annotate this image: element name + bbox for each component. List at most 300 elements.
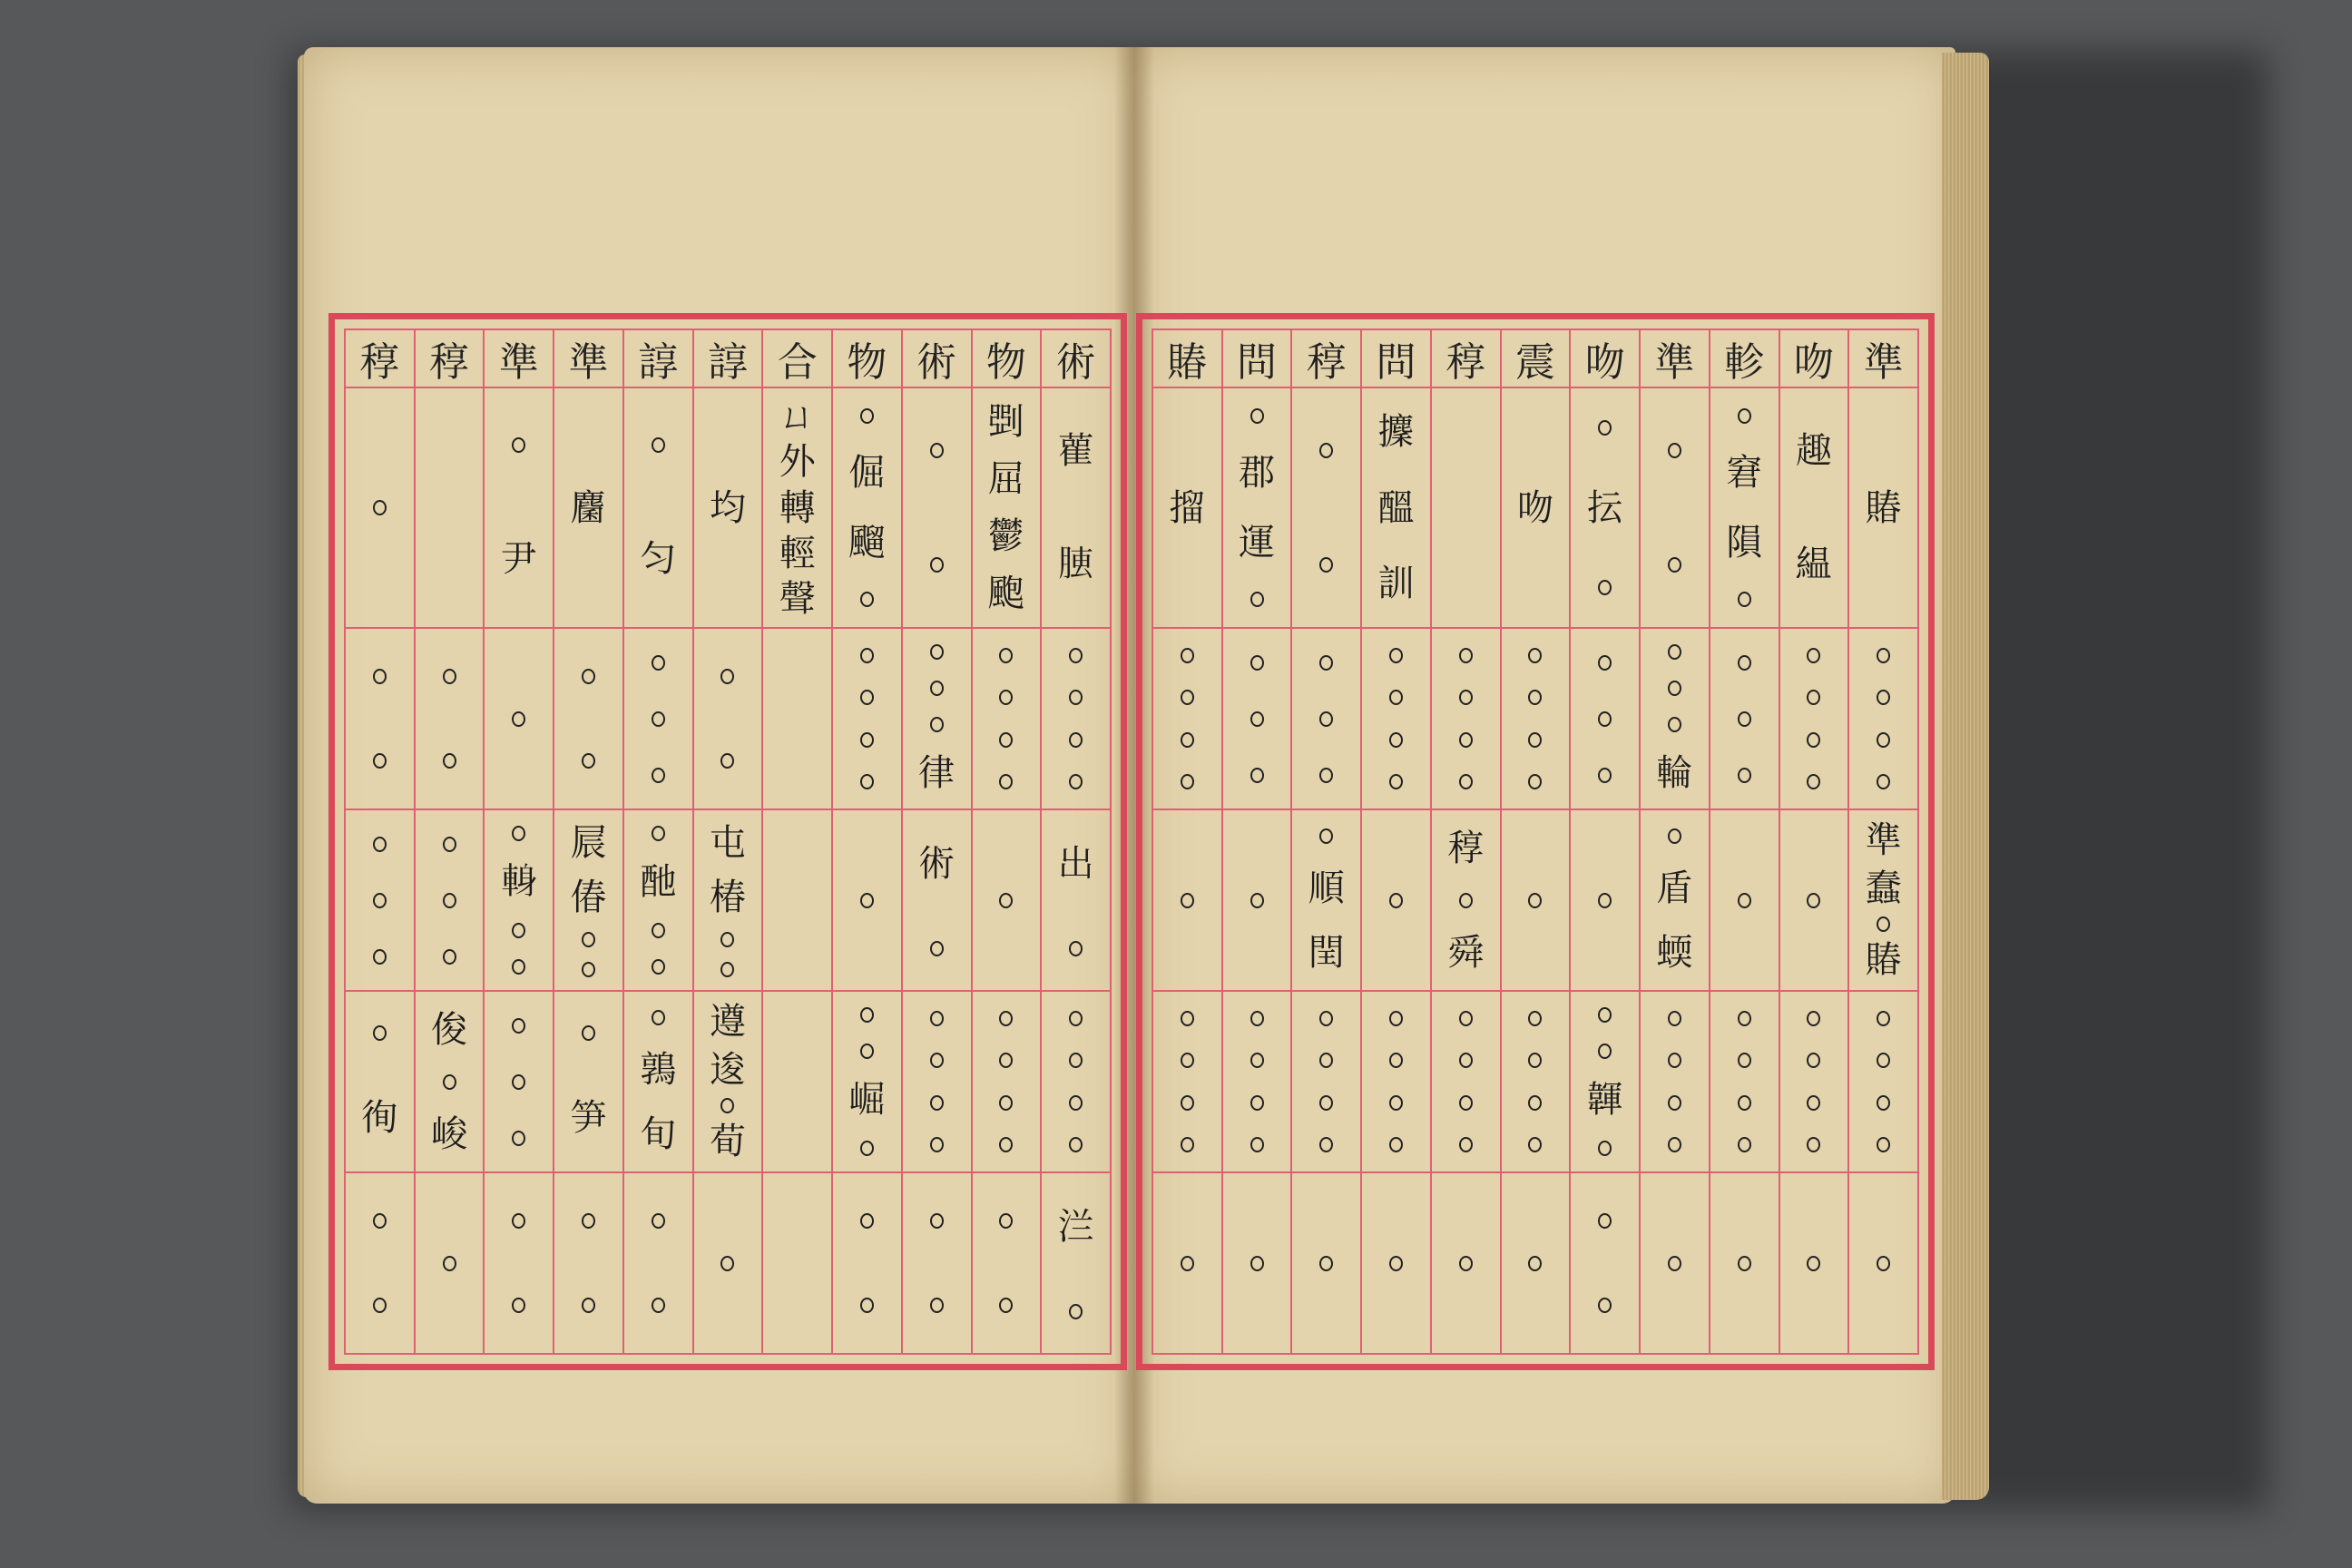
character-entry: 準: [1865, 818, 1902, 861]
empty-circle-mark: [860, 1007, 874, 1023]
empty-circle-mark: [1319, 1256, 1333, 1271]
empty-circle-mark: [1069, 1053, 1083, 1068]
empty-circle-mark: [1069, 774, 1083, 789]
empty-circle-mark: [1738, 1011, 1751, 1026]
empty-circle-mark: [1668, 1011, 1681, 1026]
table-column: [553, 330, 622, 1353]
empty-circle-mark: [1738, 1256, 1751, 1271]
column-rhyme-header: 稕: [416, 330, 484, 388]
character-entry: 吻: [1516, 486, 1553, 529]
character-entry: 韗: [1586, 1078, 1623, 1121]
table-cell: [1710, 388, 1779, 629]
table-cell: [973, 992, 1041, 1173]
empty-circle-mark: [373, 1025, 387, 1041]
empty-circle-mark: [1598, 1141, 1612, 1156]
empty-circle-mark: [512, 437, 525, 453]
empty-circle-mark: [1389, 1137, 1403, 1152]
empty-circle-mark: [930, 557, 944, 573]
column-rhyme-header: 軫: [1710, 330, 1779, 388]
empty-circle-mark: [999, 1011, 1013, 1026]
column-rhyme-header: 術: [903, 330, 971, 388]
empty-circle-mark: [652, 923, 665, 938]
empty-circle-mark: [999, 1213, 1013, 1229]
empty-circle-mark: [1181, 648, 1194, 663]
empty-circle-mark: [1181, 1011, 1194, 1026]
empty-circle-mark: [1181, 893, 1194, 908]
character-entry: 尹: [500, 537, 537, 580]
character-entry: 𦝏: [1057, 544, 1094, 586]
table-cell: [1362, 388, 1430, 629]
character-entry: 賰: [1865, 486, 1902, 529]
table-cell: [1849, 629, 1917, 810]
empty-circle-mark: [930, 1137, 944, 1152]
table-cell: [624, 810, 692, 992]
empty-circle-mark: [930, 443, 944, 458]
empty-circle-mark: [999, 1095, 1013, 1111]
table-cell: [1849, 388, 1917, 629]
empty-circle-mark: [1668, 443, 1681, 458]
empty-circle-mark: [1877, 1053, 1890, 1068]
character-entry: 𨌈: [500, 861, 537, 904]
table-column: [901, 330, 971, 1353]
table-cell: [973, 629, 1041, 810]
table-cell: [1502, 810, 1570, 992]
empty-circle-mark: [1459, 1137, 1473, 1152]
character-entry: 峻: [431, 1112, 468, 1155]
empty-circle-mark: [582, 1025, 595, 1041]
empty-circle-mark: [512, 711, 525, 727]
table-cell: [763, 810, 831, 992]
table-cell: [1042, 992, 1110, 1173]
empty-circle-mark: [1528, 893, 1542, 908]
empty-circle-mark: [930, 644, 944, 660]
empty-circle-mark: [652, 1010, 665, 1025]
table-cell: [624, 629, 692, 810]
table-column: [761, 330, 831, 1353]
character-entry: 蠢: [1865, 867, 1902, 909]
empty-circle-mark: [443, 753, 456, 769]
empty-circle-mark: [1069, 1304, 1083, 1319]
table-cell: [624, 992, 692, 1173]
character-entry: 舜: [1447, 931, 1485, 974]
empty-circle-mark: [1877, 774, 1890, 789]
table-cell: [1780, 992, 1848, 1173]
empty-circle-mark: [999, 774, 1013, 789]
table-cell: [554, 388, 622, 629]
empty-circle-mark: [1738, 1053, 1751, 1068]
empty-circle-mark: [1459, 1053, 1473, 1068]
column-rhyme-header: 合: [763, 330, 831, 388]
empty-circle-mark: [582, 753, 595, 769]
table-column: [831, 330, 901, 1353]
empty-circle-mark: [1598, 1007, 1612, 1023]
empty-circle-mark: [999, 893, 1013, 908]
table-cell: [346, 810, 414, 992]
table-cell: [1849, 1173, 1917, 1353]
empty-circle-mark: [1459, 774, 1473, 789]
character-entry: 緼: [1795, 544, 1832, 586]
table-cell: [973, 810, 1041, 992]
empty-circle-mark: [999, 690, 1013, 705]
character-entry: 屒: [570, 822, 607, 865]
character-entry: 俊: [431, 1008, 468, 1051]
empty-circle-mark: [1389, 648, 1403, 663]
empty-circle-mark: [373, 837, 387, 852]
empty-circle-mark: [1668, 557, 1681, 573]
empty-circle-mark: [1069, 1095, 1083, 1111]
table-cell: [485, 629, 553, 810]
character-entry: 訓: [1377, 563, 1415, 605]
table-cell: [416, 810, 484, 992]
empty-circle-mark: [720, 962, 734, 977]
empty-circle-mark: [1528, 1053, 1542, 1068]
empty-circle-mark: [1389, 690, 1403, 705]
column-rhyme-header: 賰: [1153, 330, 1221, 388]
empty-circle-mark: [1069, 732, 1083, 748]
empty-circle-mark: [1668, 828, 1681, 844]
character-entry: 雚: [1057, 429, 1094, 472]
empty-circle-mark: [652, 437, 665, 453]
empty-circle-mark: [1528, 690, 1542, 705]
empty-circle-mark: [443, 949, 456, 965]
character-entry: 均: [709, 486, 746, 529]
empty-circle-mark: [1250, 893, 1264, 908]
table-cell: [1432, 629, 1500, 810]
empty-circle-mark: [1389, 1053, 1403, 1068]
table-cell: [1502, 992, 1570, 1173]
empty-circle-mark: [582, 962, 595, 977]
table-column: [1709, 330, 1779, 1353]
character-entry: 偆: [570, 877, 607, 919]
empty-circle-mark: [860, 893, 874, 908]
empty-circle-mark: [1528, 1095, 1542, 1111]
empty-circle-mark: [930, 717, 944, 732]
empty-circle-mark: [1877, 1137, 1890, 1152]
empty-circle-mark: [1598, 893, 1612, 908]
table-cell: [763, 629, 831, 810]
empty-circle-mark: [1598, 580, 1612, 595]
table-cell: [763, 1173, 831, 1353]
table-cell: [416, 388, 484, 629]
empty-circle-mark: [860, 592, 874, 607]
table-column: [971, 330, 1041, 1353]
table-column: [1153, 330, 1221, 1353]
character-entry: 荀: [709, 1121, 746, 1163]
table-cell: [1780, 388, 1848, 629]
empty-circle-mark: [1598, 1213, 1612, 1229]
table-cell: [1571, 1173, 1639, 1353]
empty-circle-mark: [1459, 1095, 1473, 1111]
empty-circle-mark: [1069, 1011, 1083, 1026]
column-rhyme-header: 準: [554, 330, 622, 388]
empty-circle-mark: [930, 1095, 944, 1111]
empty-circle-mark: [1668, 1256, 1681, 1271]
empty-circle-mark: [1069, 941, 1083, 956]
character-entry: 颮: [987, 572, 1024, 614]
empty-circle-mark: [652, 959, 665, 975]
empty-circle-mark: [1528, 1137, 1542, 1152]
column-rhyme-header: 準: [1849, 330, 1917, 388]
table-cell: [485, 810, 553, 992]
empty-circle-mark: [1069, 690, 1083, 705]
empty-circle-mark: [1807, 690, 1820, 705]
empty-circle-mark: [930, 1053, 944, 1068]
table-cell: [346, 1173, 414, 1353]
empty-circle-mark: [1877, 1256, 1890, 1271]
table-cell: [1153, 1173, 1221, 1353]
column-rhyme-header: 物: [973, 330, 1041, 388]
table-cell: [346, 629, 414, 810]
table-cell: [763, 992, 831, 1173]
empty-circle-mark: [1319, 655, 1333, 671]
empty-circle-mark: [860, 1298, 874, 1313]
column-rhyme-header: 稕: [1292, 330, 1360, 388]
character-entry: 鶉: [640, 1048, 677, 1091]
character-entry: 窘: [1726, 452, 1763, 495]
empty-circle-mark: [1459, 1011, 1473, 1026]
empty-circle-mark: [860, 1213, 874, 1229]
empty-circle-mark: [1389, 774, 1403, 789]
empty-circle-mark: [1738, 1095, 1751, 1111]
character-entry: 崛: [848, 1078, 886, 1121]
empty-circle-mark: [1319, 1095, 1333, 1111]
table-column: [1221, 330, 1291, 1353]
table-cell: [1780, 1173, 1848, 1353]
character-entry: 外: [779, 441, 816, 484]
table-cell: [694, 1173, 762, 1353]
table-cell: [1223, 1173, 1291, 1353]
character-entry: 麕: [570, 486, 607, 529]
right-page-edge: [1942, 53, 1989, 1500]
empty-circle-mark: [373, 500, 387, 515]
empty-circle-mark: [1319, 557, 1333, 573]
empty-circle-mark: [373, 1213, 387, 1229]
empty-circle-mark: [512, 1018, 525, 1034]
empty-circle-mark: [1459, 648, 1473, 663]
table-cell: [554, 810, 622, 992]
character-entry: 屈: [987, 458, 1024, 501]
table-cell: [1502, 1173, 1570, 1353]
empty-circle-mark: [1389, 893, 1403, 908]
character-entry: 遵: [709, 1000, 746, 1043]
table-cell: [903, 629, 971, 810]
empty-circle-mark: [373, 1298, 387, 1313]
left-table-grid: [344, 328, 1112, 1355]
column-rhyme-header: 準: [485, 330, 553, 388]
empty-circle-mark: [443, 1256, 456, 1271]
table-cell: [1571, 388, 1639, 629]
table-cell: [1292, 1173, 1360, 1353]
table-column: [1639, 330, 1709, 1353]
empty-circle-mark: [1250, 1095, 1264, 1111]
table-cell: [833, 992, 901, 1173]
table-column: [414, 330, 484, 1353]
empty-circle-mark: [930, 681, 944, 696]
empty-circle-mark: [1528, 774, 1542, 789]
table-cell: [694, 992, 762, 1173]
empty-circle-mark: [999, 648, 1013, 663]
empty-circle-mark: [1807, 648, 1820, 663]
empty-circle-mark: [512, 959, 525, 975]
empty-circle-mark: [1738, 655, 1751, 671]
table-column: [692, 330, 762, 1353]
column-rhyme-header: 問: [1362, 330, 1430, 388]
empty-circle-mark: [1250, 768, 1264, 783]
empty-circle-mark: [1250, 1053, 1264, 1068]
table-cell: [554, 992, 622, 1173]
table-cell: [1042, 388, 1110, 629]
empty-circle-mark: [512, 1213, 525, 1229]
empty-circle-mark: [512, 1131, 525, 1146]
right-rhyme-table: [1136, 313, 1935, 1370]
character-entry: 倔: [848, 452, 886, 495]
empty-circle-mark: [720, 1098, 734, 1113]
table-cell: [1042, 810, 1110, 992]
empty-circle-mark: [860, 732, 874, 748]
character-entry: 稕: [1447, 827, 1485, 869]
table-column: [1360, 330, 1430, 1353]
empty-circle-mark: [1528, 648, 1542, 663]
empty-circle-mark: [1250, 408, 1264, 424]
table-cell: [1153, 388, 1221, 629]
character-entry: 輕: [779, 532, 816, 574]
table-cell: [694, 810, 762, 992]
empty-circle-mark: [1668, 1137, 1681, 1152]
empty-circle-mark: [1738, 893, 1751, 908]
empty-circle-mark: [1807, 893, 1820, 908]
table-cell: [624, 388, 692, 629]
table-cell: [1362, 810, 1430, 992]
empty-circle-mark: [999, 1053, 1013, 1068]
empty-circle-mark: [1181, 774, 1194, 789]
table-cell: [1362, 629, 1430, 810]
empty-circle-mark: [443, 669, 456, 684]
table-cell: [1502, 629, 1570, 810]
table-cell: [973, 388, 1041, 629]
right-table-grid: [1152, 328, 1919, 1355]
empty-circle-mark: [1181, 1256, 1194, 1271]
left-rhyme-table: [328, 313, 1127, 1370]
empty-circle-mark: [1181, 732, 1194, 748]
empty-circle-mark: [930, 1213, 944, 1229]
empty-circle-mark: [930, 941, 944, 956]
empty-circle-mark: [1250, 1011, 1264, 1026]
character-entry: 盾: [1656, 867, 1693, 909]
table-cell: [903, 992, 971, 1173]
table-cell: [416, 629, 484, 810]
empty-circle-mark: [1877, 916, 1890, 932]
character-entry: 術: [918, 843, 956, 886]
table-cell: [1571, 992, 1639, 1173]
empty-circle-mark: [1250, 1256, 1264, 1271]
character-entry: 出: [1057, 843, 1094, 886]
empty-circle-mark: [582, 1213, 595, 1229]
table-cell: [485, 388, 553, 629]
table-cell: [973, 1173, 1041, 1353]
table-column: [1430, 330, 1500, 1353]
empty-circle-mark: [1807, 1137, 1820, 1152]
table-cell: [833, 388, 901, 629]
table-cell: [833, 629, 901, 810]
table-cell: [903, 1173, 971, 1353]
empty-circle-mark: [373, 949, 387, 965]
table-column: [1569, 330, 1639, 1353]
table-cell: [1641, 1173, 1709, 1353]
table-cell: [416, 992, 484, 1173]
character-entry: 㓸: [987, 401, 1024, 444]
table-cell: [346, 992, 414, 1173]
table-column: [1290, 330, 1360, 1353]
empty-circle-mark: [1598, 768, 1612, 783]
empty-circle-mark: [860, 690, 874, 705]
empty-circle-mark: [1668, 1053, 1681, 1068]
table-cell: [1710, 629, 1779, 810]
empty-circle-mark: [1319, 828, 1333, 844]
empty-circle-mark: [582, 1298, 595, 1313]
table-cell: [1641, 810, 1709, 992]
empty-circle-mark: [720, 753, 734, 769]
character-entry: 輪: [1656, 751, 1693, 794]
empty-circle-mark: [1738, 1137, 1751, 1152]
character-entry: 趣: [1795, 429, 1832, 472]
empty-circle-mark: [1319, 1011, 1333, 1026]
empty-circle-mark: [1598, 1044, 1612, 1059]
empty-circle-mark: [1668, 644, 1681, 660]
empty-circle-mark: [1459, 690, 1473, 705]
character-entry: 賰: [1865, 939, 1902, 982]
column-rhyme-header: 諄: [624, 330, 692, 388]
empty-circle-mark: [1319, 711, 1333, 727]
empty-circle-mark: [1459, 893, 1473, 908]
empty-circle-mark: [582, 932, 595, 947]
empty-circle-mark: [1250, 655, 1264, 671]
character-entry: 㨨: [1169, 486, 1206, 529]
character-entry: 屯: [709, 822, 746, 865]
empty-circle-mark: [1738, 408, 1751, 424]
empty-circle-mark: [1528, 1011, 1542, 1026]
empty-circle-mark: [1181, 1053, 1194, 1068]
empty-circle-mark: [373, 669, 387, 684]
table-cell: [1432, 992, 1500, 1173]
column-rhyme-header: 吻: [1780, 330, 1848, 388]
empty-circle-mark: [1250, 1137, 1264, 1152]
table-cell: [1641, 992, 1709, 1173]
table-cell: [554, 629, 622, 810]
table-cell: [1710, 1173, 1779, 1353]
column-rhyme-header: 稕: [346, 330, 414, 388]
table-column: [1040, 330, 1110, 1353]
column-rhyme-header: 吻: [1571, 330, 1639, 388]
table-cell: [554, 1173, 622, 1353]
empty-circle-mark: [1598, 655, 1612, 671]
column-rhyme-header: 震: [1502, 330, 1570, 388]
empty-circle-mark: [652, 826, 665, 841]
empty-circle-mark: [652, 1213, 665, 1229]
empty-circle-mark: [1389, 1011, 1403, 1026]
character-entry: 笋: [570, 1096, 607, 1139]
empty-circle-mark: [1877, 648, 1890, 663]
table-cell: [1223, 388, 1291, 629]
table-cell: [833, 810, 901, 992]
empty-circle-mark: [1738, 592, 1751, 607]
table-column: [622, 330, 692, 1353]
empty-circle-mark: [1598, 711, 1612, 727]
empty-circle-mark: [512, 826, 525, 841]
character-entry: 酏: [640, 861, 677, 904]
character-entry: 攈: [1377, 410, 1415, 453]
empty-circle-mark: [1389, 1095, 1403, 1111]
empty-circle-mark: [443, 837, 456, 852]
